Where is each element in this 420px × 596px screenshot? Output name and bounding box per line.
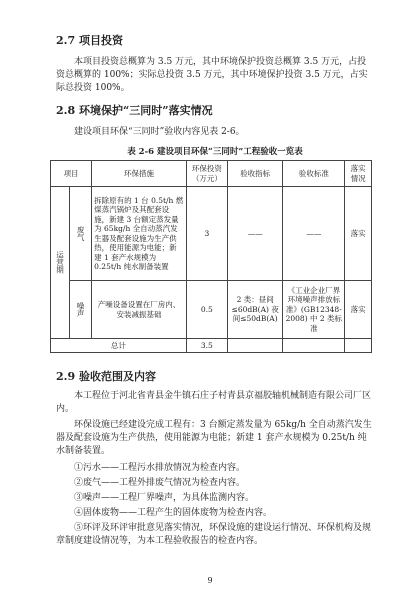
table-row <box>51 281 372 339</box>
total-empty-cell <box>227 339 283 353</box>
section-heading-2-7: 2.7 项目投资 <box>56 34 123 47</box>
done-cell: 落实 <box>345 281 372 339</box>
scope-list-item: ②废气——工程外排废气情况为检查内容。 <box>74 478 246 488</box>
section-heading-2-8: 2.8 环境保护“三同时”落实情况 <box>56 104 213 117</box>
header-measures: 环保措施 <box>92 161 187 187</box>
acceptance-table <box>50 160 372 353</box>
scope-list-item: ④固体废物——工程产生的固体废物为检查内容。 <box>74 508 273 518</box>
item-cell: 噪声 <box>69 281 92 339</box>
standard-cell: 《工业企业厂界环境噪声排放标准》(GB12348-2008) 中 2 类标准 <box>283 281 345 339</box>
done-cell: 落实 <box>345 187 372 281</box>
scope-list-item: ①污水——工程污水排放情况为检查内容。 <box>74 463 246 473</box>
standard-cell: —— <box>283 187 345 281</box>
total-value: 3.5 <box>186 339 227 353</box>
table-caption: 表 2-6 建设项目环保“三同时”工程验收一览表 <box>127 147 303 157</box>
section-heading-2-9: 2.9 验收范围及内容 <box>56 370 156 383</box>
header-done: 落实情况 <box>345 161 372 187</box>
table-row <box>51 187 372 281</box>
table-total-row <box>51 339 372 353</box>
table-header-row <box>51 161 372 187</box>
three-simultaneous-paragraph: 建设项目环保“三同时”验收内容见表 2-6。 <box>74 127 245 137</box>
header-project: 项目 <box>51 161 92 187</box>
invest-cell: 0.5 <box>186 281 227 339</box>
invest-cell: 3 <box>186 187 227 281</box>
investment-paragraph: 本项目投资总概算为 3.5 万元，其中环境保护投资总概算 3.5 万元，占投资总概算的 100%；实际总投资 3.5 万元，其中环境保护投资 3.5 万元，占实际总投资 100%。 <box>56 57 368 93</box>
measures-cell: 拆除原有的 1 台 0.5t/h 燃煤蒸汽锅炉及其配套设施，新建 3 台额定蒸发量为 65kg/h 全自动蒸汽发生器及配套设施为生产供热，使用能源为电能；新建 1 套产水规模为 0.25t/h 纯水制备装置 <box>92 187 187 281</box>
measures-cell: 产噪设备设置在厂房内、安装减振基础 <box>92 281 187 339</box>
scope-list-item: ③噪声——工程厂界噪声，为具体监测内容。 <box>74 493 255 503</box>
total-empty-cell <box>345 339 372 353</box>
index-cell: 2 类：昼间≤60dB(A) 夜间≤50dB(A) <box>227 281 283 339</box>
header-index: 验收指标 <box>227 161 283 187</box>
phase-cell: 运营期 <box>51 187 70 339</box>
scope-list-item: ⑤环评及环评审批意见落实情况，环保设施的建设运行情况、环保机构及规章制度建设情况等，为本工程验收报告的检查内容。 <box>56 523 372 546</box>
item-cell: 废气 <box>69 187 92 281</box>
page-number: 9 <box>207 576 213 585</box>
total-label: 总计 <box>51 339 187 353</box>
scope-paragraph-location: 本工程位于河北省青县金牛镇石庄子村青县京福胶轴机械制造有限公司厂区内。 <box>56 391 372 414</box>
index-cell: —— <box>227 187 283 281</box>
header-invest: 环保投资（万元） <box>186 161 227 187</box>
header-standard: 验收标准 <box>283 161 345 187</box>
total-empty-cell <box>283 339 345 353</box>
scope-paragraph-facilities: 环保设施已经建设完成工程有：3 台额定蒸发量为 65kg/h 全自动蒸汽发生器及配套设施为生产供热，使用能源为电能；新建 1 套产水规模为 0.25t/h 纯水制备装置。 <box>56 420 372 456</box>
